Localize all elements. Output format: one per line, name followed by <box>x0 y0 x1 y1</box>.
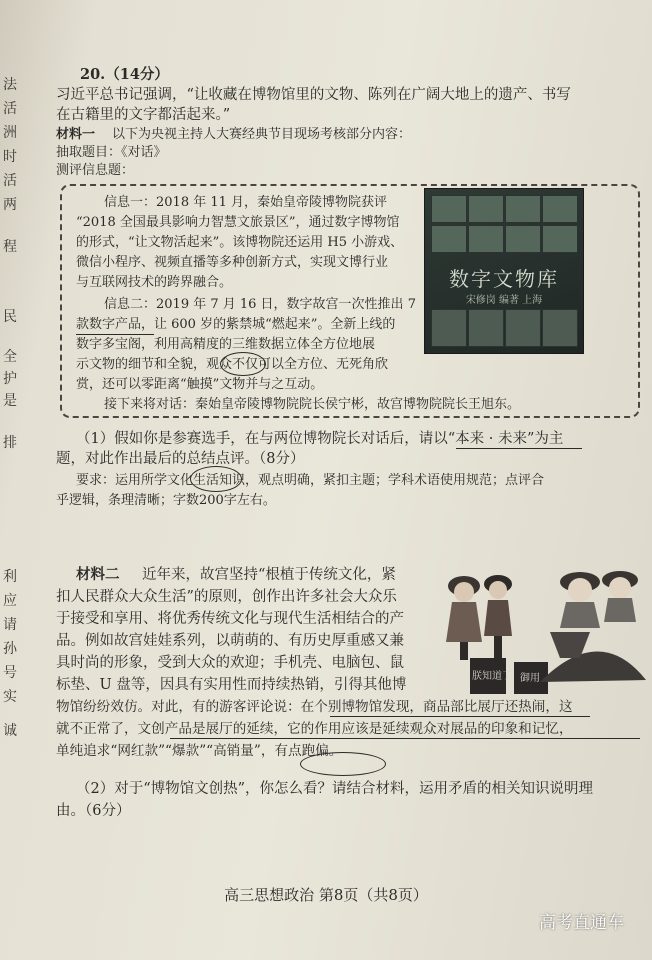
page-footer: 高三思想政治 第8页（共8页） <box>224 886 428 904</box>
circle-mark <box>190 466 242 492</box>
previous-page-margin <box>0 60 22 760</box>
material2-line: 于接受和享用、将优秀传统文化与现代生活相结合的产 <box>56 611 404 627</box>
info-line: 示文物的细节和全貌，观众不仅可以全方位、无死角欣 <box>76 357 389 372</box>
q1-requirement: 乎逻辑，条理清晰；字数200字左右。 <box>56 493 276 508</box>
material2-line: 标垫、U 盘等，因具有实用性而持续热销，引得其他博 <box>56 677 407 693</box>
info-line: 信息二：2019 年 7 月 16 日，数字故宫一次性推出 7 <box>104 297 416 312</box>
book-cover-image <box>424 188 584 354</box>
info-line: 微信小程序、视频直播等多种创新方式，实现文博行业 <box>76 255 389 270</box>
margin-char: 是 <box>3 393 17 409</box>
underline-mark <box>170 738 640 739</box>
info-line: 的形式，“让文物活起来”。该博物院还运用 H5 小游戏、 <box>76 235 404 250</box>
margin-char: 排 <box>3 435 17 451</box>
info-line: 数字多宝阁，利用高精度的三维数据立体全方位地展 <box>76 337 376 352</box>
intro-line: 在古籍里的文字都活起来。” <box>56 107 231 123</box>
margin-char: 时 <box>3 149 17 165</box>
q1-line: （1）假如你是参赛选手，在与两位博物院长对话后，请以“本来 · 未来”为主 <box>76 431 564 447</box>
material2-line: 物馆纷纷效仿。对此，有的游客评论说：在个别博物馆发现，商品部比展厅还热闹，这 <box>56 699 573 715</box>
topic-line: 抽取题目：《对话》 <box>56 145 167 160</box>
photo-sign: 御用 <box>520 673 540 684</box>
info-line: 款数字产品，让 600 岁的紫禁城“燃起来”。全新上线的 <box>76 317 396 332</box>
margin-char: 民 <box>3 309 17 325</box>
margin-char: 利 <box>3 569 17 585</box>
underline-mark <box>456 448 582 449</box>
margin-char: 全 <box>3 349 17 365</box>
margin-char: 法 <box>3 77 17 93</box>
margin-char: 两 <box>3 197 17 213</box>
material2-line: 具时尚的形象，受到大众的欢迎；手机壳、电脑包、鼠 <box>56 655 404 671</box>
q1-requirement: 要求：运用所学文化生活知识，观点明确，紧扣主题；学科术语使用规范；点评合 <box>76 473 545 488</box>
brand-watermark: 高考直通车 <box>539 913 624 933</box>
circle-mark <box>300 752 386 776</box>
material2-line: 品。例如故宫娃娃系列，以萌萌的、有历史厚重感又兼 <box>56 633 404 649</box>
margin-char: 诚 <box>3 723 17 739</box>
margin-char: 应 <box>3 593 17 609</box>
info-line: 接下来将对话：秦始皇帝陵博物院院长侯宁彬，故宫博物院院长王旭东。 <box>104 397 521 412</box>
margin-char: 护 <box>3 371 17 387</box>
material2-line: 就不正常了，文创产品是展厅的延续，它的作用应该是延续观众对展品的印象和记忆， <box>56 721 573 737</box>
info-line: 赏，还可以零距离“触摸”文物并与之互动。 <box>76 377 324 392</box>
intro-line: 习近平总书记强调，“让收藏在博物馆里的文物、陈列在广阔大地上的遗产、书写 <box>56 87 571 103</box>
margin-char: 实 <box>3 689 17 705</box>
underline-mark <box>76 334 154 335</box>
palace-dolls-photo <box>430 562 648 704</box>
margin-char: 孙 <box>3 641 17 657</box>
info-label: 测评信息题： <box>56 163 135 178</box>
info-line: 与互联网技术的跨界融合。 <box>76 275 233 290</box>
material2-line: 单纯追求“网红款”“爆款”“高销量”，有点跑偏。 <box>56 743 343 759</box>
margin-char: 号 <box>3 665 17 681</box>
material2-line: 近年来，故宫坚持“根植于传统文化，紧 <box>142 567 396 583</box>
material1-intro: 以下为央视主持人大赛经典节目现场考核部分内容： <box>112 127 412 142</box>
material2-label: 材料二 <box>76 566 120 583</box>
underline-mark <box>330 716 590 717</box>
q1-line: 题，对此作出最后的总结点评。（8分） <box>56 451 305 467</box>
material2-line: 扣人民群众大众生活”的原则，创作出许多社会大众乐 <box>56 589 397 605</box>
photo-sign: 朕知道了 <box>472 671 512 682</box>
margin-char: 请 <box>3 617 17 633</box>
q2-line: （2）对于“博物馆文创热”，你怎么看？请结合材料，运用矛盾的相关知识说明理 <box>76 781 594 797</box>
book-author: 宋修岗 编著 上海 <box>465 295 543 306</box>
margin-char: 活 <box>3 101 17 117</box>
info-line: “2018 全国最具影响力智慧文旅景区”，通过数字博物馆 <box>76 215 400 230</box>
margin-char: 程 <box>3 239 17 255</box>
material1-label: 材料一 <box>56 127 96 142</box>
circle-mark <box>220 352 266 376</box>
book-title: 数字文物库 <box>449 267 559 291</box>
question-number: 20.（14分） <box>80 66 169 83</box>
margin-char: 活 <box>3 173 17 189</box>
q2-line: 由。（6分） <box>56 803 131 819</box>
info-line: 信息一：2018 年 11 月，秦始皇帝陵博物院获评 <box>104 195 388 210</box>
margin-char: 洲 <box>3 125 17 141</box>
